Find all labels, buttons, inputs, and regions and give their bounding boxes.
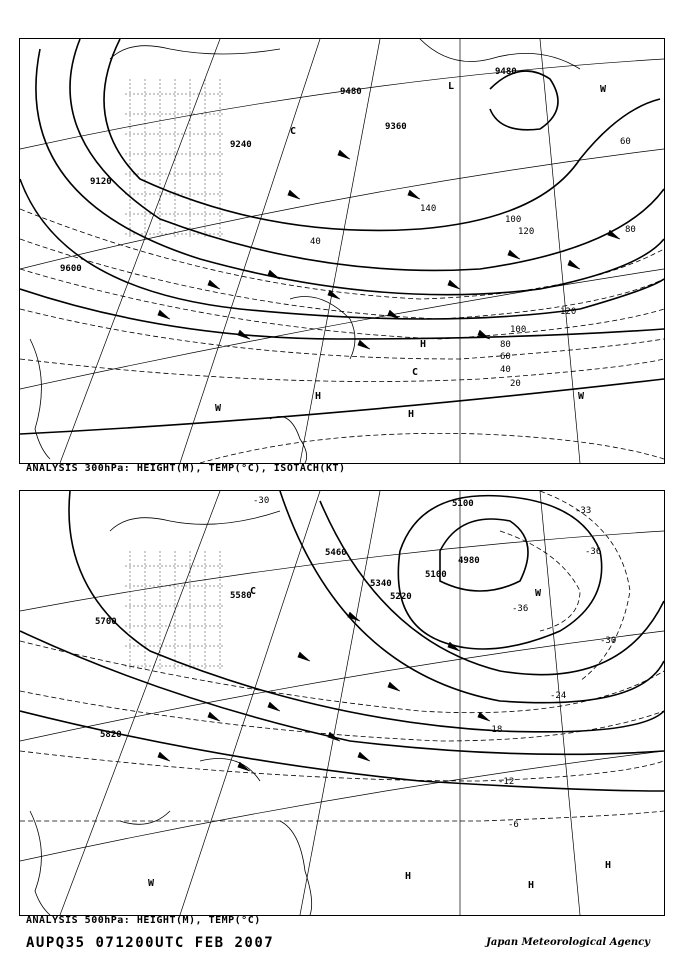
temp-label-1: -30 — [253, 496, 270, 506]
high-center-1: H — [405, 871, 412, 882]
isotach-label-10: 100 — [505, 215, 522, 225]
height-label-1: 5100 — [452, 499, 474, 509]
temp-label-2: -33 — [575, 506, 592, 516]
high-center-3: H — [605, 860, 612, 871]
cold-center-1: C — [250, 586, 257, 597]
isotach-label-9: 80 — [625, 225, 636, 235]
high-center-2: H — [408, 409, 415, 420]
wind-barbs — [158, 612, 490, 771]
bulletin-code: AUPQ35 071200UTC FEB 2007 — [26, 935, 275, 951]
lower-chart-caption: ANALYSIS 500hPa: HEIGHT(M), TEMP(°C) — [26, 915, 261, 926]
temp-label-6: -24 — [550, 691, 567, 701]
upper-chart-map — [20, 39, 664, 463]
height-label-2: 4980 — [458, 556, 480, 566]
height-label-3: 9240 — [230, 140, 252, 150]
lower-chart-panel — [19, 490, 665, 916]
lower-chart-map — [20, 491, 664, 915]
height-contours — [20, 39, 664, 434]
isotach-contours — [20, 209, 664, 463]
temp-label-5: -30 — [600, 636, 617, 646]
low-center: L — [448, 81, 455, 92]
isotach-label-7: 40 — [310, 237, 321, 247]
isotach-label-8: 60 — [620, 137, 631, 147]
height-label-6: 5460 — [325, 548, 347, 558]
high-center-3: H — [420, 339, 427, 350]
hatched-region — [125, 79, 225, 239]
height-label-4: 5220 — [390, 592, 412, 602]
coastlines — [30, 39, 580, 463]
coastlines — [30, 511, 312, 915]
cold-center-2: C — [412, 367, 419, 378]
temp-label-4: -36 — [512, 604, 529, 614]
cold-center-1: C — [290, 126, 297, 137]
isotach-label-4: 60 — [500, 352, 511, 362]
isotach-label-2: 100 — [510, 325, 527, 335]
height-label-9: 5820 — [100, 730, 122, 740]
height-label-5: 5340 — [370, 579, 392, 589]
height-label-3: 5100 — [425, 570, 447, 580]
height-label-4: 9120 — [90, 177, 112, 187]
height-contours — [20, 491, 664, 791]
upper-chart-caption: ANALYSIS 300hPa: HEIGHT(M), TEMP(°C), ISOTACH(KT) — [26, 463, 346, 474]
height-label-2: 9360 — [385, 122, 407, 132]
temp-label-8: -12 — [498, 777, 515, 787]
high-center-2: H — [528, 880, 535, 891]
isotach-label-6: 20 — [510, 379, 521, 389]
height-label-1: 9480 — [340, 87, 362, 97]
temp-label-9: -6 — [508, 820, 519, 830]
warm-center-1: W — [215, 403, 222, 414]
temp-label-3: -36 — [585, 547, 602, 557]
height-label-7: 5580 — [230, 591, 252, 601]
grid-lines — [20, 39, 664, 463]
height-label-6: 9600 — [60, 264, 82, 274]
isotach-label-3: 80 — [500, 340, 511, 350]
warm-center-2: W — [535, 588, 542, 599]
upper-chart-panel — [19, 38, 665, 464]
height-label-8: 5700 — [95, 617, 117, 627]
isotach-label-1: 120 — [560, 307, 577, 317]
agency-name: Japan Meteorological Agency — [486, 937, 650, 948]
high-center-1: H — [315, 391, 322, 402]
warm-center-1: W — [148, 878, 155, 889]
isotach-label-11: 120 — [518, 227, 535, 237]
warm-center-3: W — [600, 84, 607, 95]
warm-center-2: W — [578, 391, 585, 402]
temp-label-7: -18 — [486, 725, 503, 735]
isotach-label-5: 40 — [500, 365, 511, 375]
hatched-region — [125, 551, 225, 671]
height-label-5: 9480 — [495, 67, 517, 77]
isotach-label-12: 140 — [420, 204, 437, 214]
